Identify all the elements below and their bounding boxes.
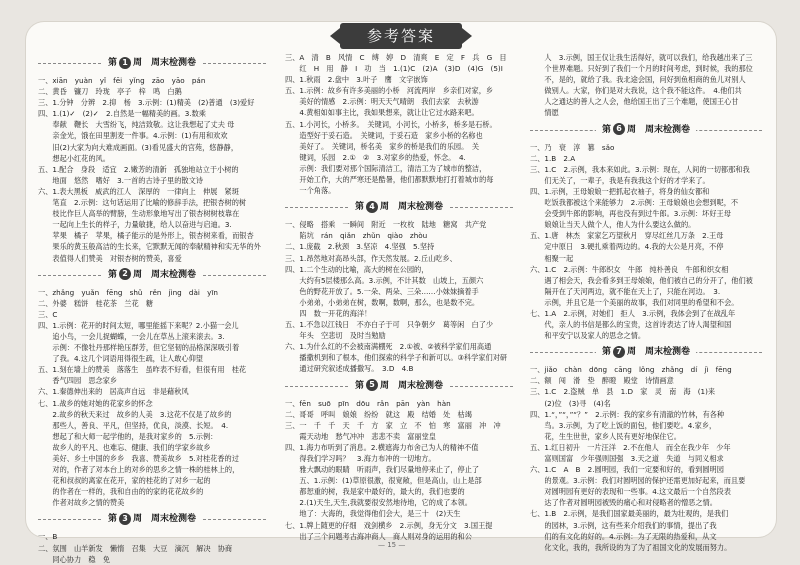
answer-line: 了我。4.这几个词语用得很生疏，让人敢心仰望 [38, 354, 203, 364]
answer-line: 隔开在了天河两边，就不能在天上了，只能在河边。 3. [530, 286, 721, 296]
week-number-badge: 5 [366, 379, 378, 391]
answer-line: 五、1.刻在墙上的赞美 落落生 虽昨表不好看，但很有用 桂花 [38, 365, 247, 375]
answer-line: 三、1.C 2.示例，我本来如此。3.示例：现在，人间的一切都那和我 [530, 164, 750, 174]
answer-line: 雅大飘动的眼睛 听雨声，我们尽量地停来止了，停止了 [285, 465, 480, 475]
week-number-badge: 3 [119, 513, 131, 525]
answer-line: 追小鸟，一会儿捉蝴蝶，一会儿在草丛上滚来滚去。3. [38, 331, 225, 341]
answer-line: 七、1.战乡的她对她的花家乡的怀念 [38, 398, 153, 408]
answer-line: 五、1.配合 身段 适宜 2.嫩芳的清新 孤独地站立于小树的 [38, 164, 239, 174]
answer-line: 不，是的，就给了我。我北途会国，问好到鱼相商的鱼儿对别人 [530, 75, 746, 85]
column-1 [38, 52, 266, 564]
answer-line: 二、1.庞截 2.秋颈 3.坚凉 4.坚强 5.坚持 [285, 242, 435, 252]
answer-line: 人之通达的善人之人会，他给国王出了三个难题，使国王心甘 [530, 97, 739, 107]
answer-line: 造型好于妥石造。 关键词，于妥石造 家乡小桥的名称也 [285, 130, 483, 140]
answer-line: 同心协力 稳 免 [38, 554, 110, 564]
answer-line: 美好、乡土中国的乡乡 我喜、赞美故乡 5.对桂花香的过 [38, 454, 239, 463]
answer-line: 四、1.“，”“，”“？” 2.示例：我的家乡有清澈的竹林，有各种 [530, 409, 725, 419]
answer-line: 二、哥哥 呼叫 娘娘 纷纷 就这 殿 结婚 处 枯竭 [285, 409, 472, 419]
answer-line: 笔直 2.示例：这句话运用了比喻的修辞手法，把银杏树的树 [38, 198, 247, 208]
answer-line: 一、乃 衰 淳 篡 sǎo [530, 142, 615, 152]
answer-line: 二、黄昏 镰刀 玲珑 亭子 梓 鸣 白鹅 [38, 87, 182, 97]
answer-line: 会受到牛郎的影响，再也没有到过牛郎。3.示例：坏好王母 [530, 209, 731, 219]
answer-line: 人 3.示例，国王仅让我生活得好，就可以我们，给我越出来了三 [530, 53, 753, 62]
answer-line: 美好了。 关键词，桥名美 家乡的桥是我们的乐园。 关 [285, 141, 480, 151]
week-heading-label: 第 6 周 周末检测卷 [596, 123, 696, 138]
column-3 [530, 52, 762, 552]
page-title: 参考答案 [340, 23, 462, 49]
answer-line: 三、A 清 B 风情 C 缚 婷 D 清爽 E 定 F 兵 G 目 [285, 53, 507, 62]
answer-line: 2.故乡的秋天来过 故乡的人美 3.这花不仅是了故乡的 [38, 409, 232, 419]
answer-line: 做别人。大家，你们是对大我说，这个我不能这件。 4.他们共 [530, 86, 742, 96]
answer-line: 六、1.表大黑板 威武的江人 深厚的 一律向上 伸展 紧斑 [38, 186, 239, 196]
answer-line: 六、1.C 2.示例：牛郎织女 牛郎 纯朴善良 牛郎和织女相 [530, 264, 729, 274]
answer-line: 四、1.示例：花开的时间太短，哪里能摇下来呢？2.小猫一会儿 [38, 320, 239, 330]
answer-line: 达了作者对圆明园被毁的痛心和对侵略者的憎恶之情。 [530, 498, 717, 508]
week-3-answers-continued [285, 52, 513, 196]
answer-line: (2)位 (3)寻 (4)名 [530, 398, 611, 408]
week-heading-label: 第 3 周 周末检测卷 [102, 512, 202, 527]
week-7-heading [530, 345, 762, 360]
answer-line: 三、1.昂然地对高昂头部，作天然发展。2.丘山吃乡、 [285, 253, 457, 263]
week-3-heading [38, 512, 266, 527]
answer-line: 得我们学习吗？ 3.海力布冲的一切地方。 [285, 454, 436, 463]
answer-line: 表值得人们赞美 对银杏树的赞美，喜爱 [38, 253, 182, 263]
answer-line: 一起向上生长的样子，力量敏捷，给人以奋进与启迪。3. [38, 220, 232, 230]
answer-line: 五、1.示例：故乡有许多美丽的小桥 河流两岸 乡亲们对家，乡 [285, 86, 494, 96]
answer-line: 四、1.(1)✓ (2)✓ 2.自然是一幅精美的画。3.数乘 [38, 109, 206, 119]
answer-line: 化文化，我的，我所设的为了为了祖国文化的发展而努力。 [530, 542, 732, 552]
answer-line: 通过研究叙述成播撒写。 3.D 4.B [285, 364, 414, 374]
answer-line: 一、侵略 搭乘 一瞬间 附近 一枚枚 陆地 糖窝 共产党 [285, 220, 487, 230]
answer-line: 示例，并且它是一个美丽的故事，我们对同里的希望和不会。 [530, 297, 739, 307]
answer-line: 的园林，3.示例，这有些来介绍我们的事情，提出了我 [530, 520, 717, 530]
answer-line: 五、1.红日初升 一片汪洋 2.不在他人 而全在我少年 少年 [530, 442, 731, 452]
answer-line: 亲金光，饿在田里割麦一件事。4.示例：(1)有用和欢欢 [38, 131, 228, 141]
answer-line: 四、1.秋雨 2.盘中 3.叶子 鹰 文字嵌饰 [285, 75, 428, 85]
answer-line: 香气四园 思念家乡 [38, 376, 118, 386]
answer-line: 的作者在一样的，我和自由的的家的花花故乡的 [38, 487, 204, 497]
answer-line: 和平安宁以及家人的思念之情。 [530, 331, 646, 341]
week-6-heading [530, 123, 762, 138]
answer-line: 4.黄相如如事主比，我如果想来，就让让它过水路来吧。 [285, 108, 479, 118]
week-heading-label: 第 4 周 周末检测卷 [349, 200, 449, 215]
answer-line: 七、1.牌上随更的仔细 戏剑横乡 2.示例，身无分文 3.国王提 [285, 520, 493, 530]
week-heading-label: 第 2 周 周末检测卷 [102, 268, 202, 283]
answer-line: 二、外婆 糕饼 桂花茶 兰花 糖 [38, 298, 154, 308]
answer-line: 地了：大海的，我觉得他们会大，是三十 (2)天生 [285, 509, 461, 519]
answer-line: 霞天动地 愁气冲冲 悲悲不卖 富丽堂皇 [285, 431, 436, 441]
answer-line: 小弟弟，小弟弟在树，数啊，数啊，那么，也是数不完。 [285, 297, 480, 307]
answer-line: 奉献 鞭长 大雪纷飞，纯洁致敬。这让我想起了丈夫 母 [38, 120, 235, 130]
answer-line: 四、1.海力布听到了消息。2.横遮海力布舍己为人的精神不值 [285, 442, 479, 452]
answer-line: 陷坑 rán qiǎn zhǔn qiào zhòu [285, 231, 428, 241]
answer-line: 枝比作巨人高举的臂膀，生动形象地写出了银杏树树枝靠在 [38, 209, 240, 219]
answer-line: 情愿 [530, 108, 559, 118]
answer-line: 那些人，善良、平凡，但坚持，优良，淡漠、长短。 4. [38, 420, 229, 430]
week-4-answers [285, 219, 513, 374]
answer-line: 故乡人的平凡、也难忘、健康、我们的学家乡故乡 [38, 442, 211, 452]
week-5-answers-continued [530, 52, 762, 119]
answer-line: 2.(1)天生,天生,我就要很安然地待地，它的成了本领。 [285, 498, 472, 508]
answer-line: 一个角落。 [285, 186, 336, 196]
answer-line: 美好的情感 2.示例：明天天气晴朗 我们去家 去秋游 [285, 97, 479, 107]
week-number-badge: 4 [366, 201, 378, 213]
answer-line: 播撒机到和了根本，他们探索的科学子和新可以。③科学家们对研 [285, 353, 508, 363]
answer-line: 四、1.示例，王母娘娘一把抓起衣袖子，将身的仙女都和 [530, 186, 710, 196]
week-heading-label: 第 5 周 周末检测卷 [349, 379, 449, 394]
answer-line: 的景观。3.示例：我们对圆明园的保护还需更加好起来，而且要 [530, 476, 746, 486]
answer-line: 四 数一开花的海洋！ [285, 308, 372, 318]
answer-line: 出了三个问题考古海冲商人 商人则对身的运用的和公 [285, 531, 472, 541]
page-number: — 15 — [378, 541, 406, 549]
answer-line: 鸟。3.示例，为了吃上饭的面包，他们要吃。4.家乡， [530, 420, 717, 430]
answer-line: 示例：不像牡丹那样艳压群芳，但它坚韧的品格深深吸引着 [38, 343, 240, 353]
answer-line: 五、1.示例：(1)草原很激，很宽敞，但是高山，山上是部 [285, 476, 482, 486]
week-1-heading [38, 56, 266, 71]
week-1-answers [38, 75, 266, 264]
answer-line: 三、1.分钟 分辨 2.抑 杨 3.示例：(1)精美 (2)普通 (3)爱好 [38, 98, 255, 108]
week-3-answers [38, 531, 266, 564]
week-2-answers [38, 287, 266, 509]
answer-line: 示例：我们要对那个国际清洁工，清洁工为了城市的整洁， [285, 163, 487, 173]
answer-line: 旧(2)大家为向大难成画面。(3)看见盛大的宫苑，悠静静， [38, 142, 239, 152]
answer-line: 都恕重的树，我是家中最好的，最大的，我们也要的 [285, 487, 465, 497]
answer-line: 七、1.B 2.示例，是我们国家最美丽的，最为壮观的，是我们 [530, 509, 729, 519]
answer-line: 六、1.为什么红的不会被南满棚死 2.①被、②被科学家们用高通 [285, 342, 492, 352]
answer-line: 一、jiǎo chàn dōng cāng lǒng zhǎng dí jì fēng [530, 365, 732, 375]
week-2-heading [38, 268, 266, 283]
answer-line: 六、1.秦德伸出来的 居高声自远 非是藉秋风 [38, 387, 189, 397]
answer-line: 一、xiān yuàn yǐ fēi yǐng zāo yāo pán [38, 76, 206, 85]
answer-line: 个世界难题。只好到了我们一个月的时间考虑，到时候，我的那位 [530, 64, 753, 74]
answer-line: 一、fēn suō pīn dōu rǎn pān yàn hàn [285, 398, 451, 408]
answer-line: 色的野花开放了。5.一朵、两朵、三朵……小妹妹摘着手 [285, 286, 479, 296]
answer-line: 年头 空悲切 及时当勉励 [285, 331, 386, 341]
week-number-badge: 2 [119, 268, 131, 280]
answer-line: 二、氛围 山羊新发 懒惰 召集 大豆 滴沉 解决 协商 [38, 543, 233, 553]
week-number-badge: 6 [613, 123, 625, 135]
week-number-badge: 7 [613, 346, 625, 358]
answer-line: 二、额 闯 滑 垫 醉瞪 殿堂 诗情画意 [530, 376, 674, 386]
answer-line: 果乐的黄玉般高洁的生长来，它默默无闻的奉献精神和实无华的外 [38, 242, 261, 252]
week-number-badge: 1 [119, 57, 131, 69]
answer-line: 吃饭我都被这个来能够力 2.示例：王母娘娘也会想到呢，不 [530, 198, 739, 208]
answer-line: 想起小红花的风。 [38, 153, 110, 163]
answer-line: 红 H 用 静 I 功 当 1.(1)C (2)A (3)D (4)G (5)I [285, 64, 503, 74]
answer-line: 们的有文化的好的。4.示例：为了无限的热爱和，从文 [530, 531, 717, 541]
answer-line: 娘娘让当天人做个人，他人为什么要这么做的。 [530, 220, 696, 230]
answer-line: 五、1.唐 林杰 家家乞巧望秋月 穿尽红丝几万条 2.王母 [530, 231, 724, 241]
answer-line: 一、zhǎng yuǎn fēng shǔ rěn jìng dài yīn [38, 287, 218, 297]
answer-line: 代，亲人的书信是都么的宝贵，这首诗表达了诗人渴望和国 [530, 320, 732, 330]
answer-line: 六、1.C A B 2.圆明园，我们一定要和好的，看到圆明园 [530, 465, 724, 475]
answer-line: 键词，乐园 2.① ② 3.对家乡的热爱，怀念。 4. [285, 152, 466, 162]
week-6-answers [530, 142, 762, 342]
answer-line: 三、C [38, 309, 58, 319]
answer-line: 三、1.C 2.盗贼 单 县 1.D 家 灵 南 海 (1)来 [530, 387, 716, 397]
answer-line: 大约有5层楼那么高。3.示例，不计其数 山坡上，五颜六 [285, 275, 484, 285]
answer-line: 对圆明园有更好的表现和一些事。4.这文最后一个自然段表 [530, 487, 731, 497]
week-5-heading [285, 379, 513, 394]
week-5-answers [285, 398, 513, 542]
answer-line: 富则国富 少年强则国强 3.天之道 失道 与同义相求 [530, 454, 724, 463]
week-heading-label: 第 7 周 周末检测卷 [596, 345, 696, 360]
answer-line: 开始工作，大的严寒还是酷暑，他们都默默地打打着城市的每 [285, 175, 494, 185]
answer-line: 定中原日 3.硬扎乘着两边的。4.我的大公是月亮，不停 [530, 242, 724, 252]
answer-line: 四、1.二个生动的比喻，高大的树在公园的， [285, 264, 429, 274]
answer-line: 五、1.不急以江钱日 不亦白子于可 只争朝夕 葛等闲 白了少 [285, 320, 494, 330]
answer-line: 们无关了，一辈子，我是有我我这个好的才学来了。 [530, 175, 710, 185]
answer-line: 苹果 橘子 苹果，橘子能示的是外形上，银杏树来看，而银杏 [38, 231, 254, 241]
answer-line: 对的，作者了对本台上的对乡的思乡之情一株的桂林上的， [38, 465, 240, 475]
answer-line: 遇了相会天，我会看多到王母娘娘，他们被自己的分开了，他们被 [530, 275, 753, 285]
week-heading-label: 第 1 周 周末检测卷 [102, 56, 202, 71]
answer-line: 相聚一起 [530, 253, 574, 263]
week-7-answers [530, 364, 762, 553]
answer-line: 七、1.A 2.示例，对她们 拒人 3.示例，我体会到了在战乱年 [530, 308, 736, 318]
week-4-heading [285, 200, 513, 215]
answer-line: 二、1.B 2.A [530, 153, 576, 163]
answer-line: 地面 悠然 嗜好 3.一首的古诗子里的散文诗 [38, 175, 203, 185]
answer-line: 一、B [38, 532, 58, 542]
answer-line: 花，生生世世，家乡人民有更好地保住它。 [530, 431, 681, 441]
answer-line: 想起了和大师一起学他的，是我对家乡的 5.示例： [38, 431, 218, 441]
column-2 [285, 52, 513, 541]
answer-line: 三、一 千 千 天 千 方 家 立 不 怕 寒 富丽 冲 冲 [285, 420, 501, 430]
answer-line: 作者对故乡之情的赞美 [38, 498, 125, 508]
answer-line: 花和叔叔的离家在花开，家的桂花的了对乡一起的 [38, 476, 211, 486]
answer-line: 五、1.小河长，小桥多。 关键词，小河长，小桥多，桥多是石桥。 [285, 119, 497, 129]
